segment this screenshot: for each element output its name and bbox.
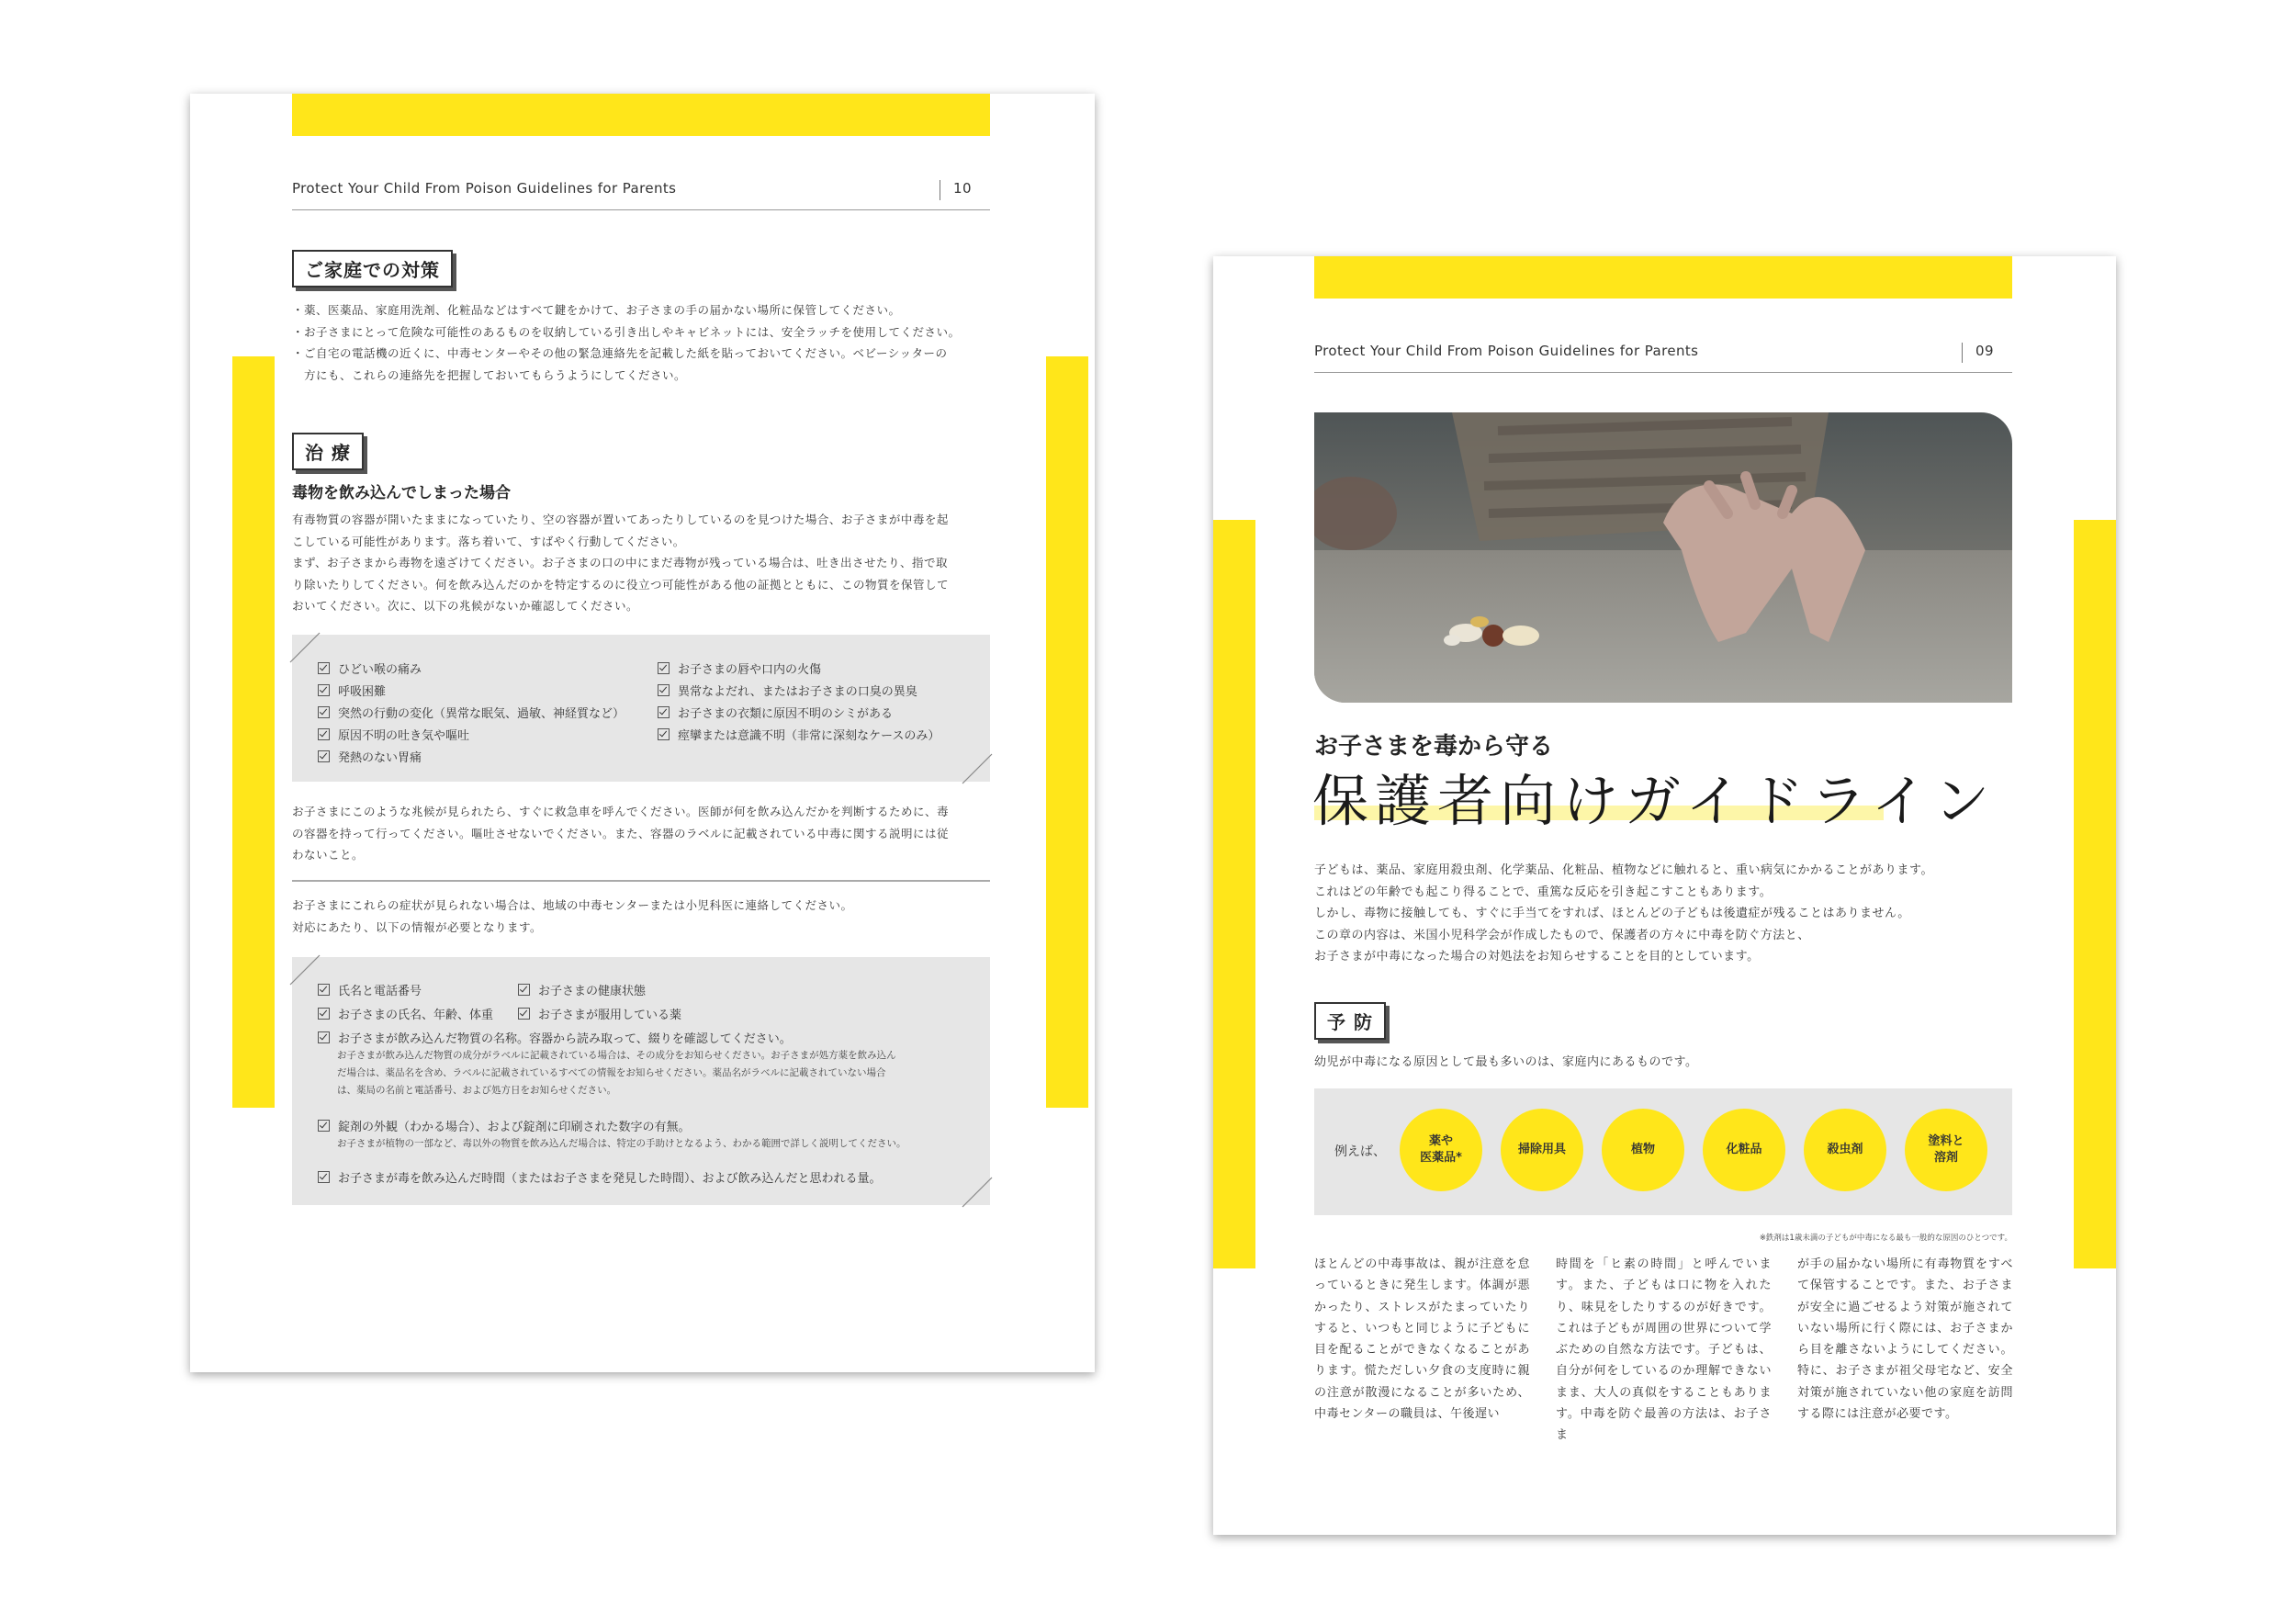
guide-subtitle: お子さまを毒から守る — [1314, 733, 1554, 761]
checkbox-icon — [318, 1008, 330, 1020]
text-line: お子さまにこれらの症状が見られない場合は、地域の中毒センターまたは小児科医に連絡してください。 — [292, 898, 853, 912]
page-number: 09 — [1962, 343, 2012, 363]
document-page-10 — [190, 94, 1095, 1372]
right-accent-bar — [1046, 356, 1088, 1108]
text-line: まず、お子さまから毒物を遠ざけてください。お子さまの口の中にまだ毒物が残っている場合は、吐き出させたり、指で取 — [292, 556, 949, 569]
checkbox-icon — [518, 984, 530, 996]
section-heading-prevention: 予 防 — [1314, 1002, 1386, 1040]
required-info-panel — [292, 957, 990, 1205]
info-label: お子さまが飲み込んだ物質の名称。容器から読み取って、綴りを確認してください。 — [338, 1032, 792, 1046]
section-heading-treatment: 治 療 — [292, 433, 364, 470]
symptom-item — [658, 682, 917, 699]
body-column-3: が手の届かない場所に有毒物質をすべて保管することです。また、お子さまが安全に過ごせるよう対策が施されていない場所に行く際には、お子さまから目を離さないようにしてください。特に、お子さまが祖父母宅など、安全対策が施されていない他の家庭を訪問する際には注意が必要です。 — [1797, 1257, 2013, 1422]
text-line: この章の内容は、米国小児科学会が作成したもので、保護者の方々に中毒を防ぐ方法と、 — [1314, 928, 1810, 942]
example-medicine: 薬や 医薬品* — [1400, 1109, 1482, 1191]
checkbox-icon — [658, 706, 670, 718]
running-header — [1314, 339, 2012, 373]
symptom-label: 突然の行動の変化（異常な眠気、過敏、神経質など） — [338, 707, 625, 721]
example-cleaning-supplies: 掃除用具 — [1501, 1109, 1583, 1191]
text-line: 対応にあたり、以下の情報が必要となります。 — [292, 919, 543, 934]
checkbox-icon — [518, 1008, 530, 1020]
symptom-item — [658, 704, 893, 721]
note-line: お子さまが植物の一部など、毒以外の物質を飲み込んだ場合は、特定の手助けとなるよう、わかる範囲で詳しく説明してください。 — [337, 1138, 906, 1149]
corner-decoration — [959, 1174, 996, 1211]
text-line: わないこと。 — [292, 848, 365, 862]
footnote: ※鉄剤は1歳未満の子どもが中毒になる最も一般的な原因のひとつです。 — [1759, 1234, 2012, 1243]
checkbox-icon — [318, 750, 330, 762]
info-item-note — [337, 1135, 980, 1153]
checkbox-icon — [318, 706, 330, 718]
checkbox-icon — [318, 728, 330, 740]
example-insecticide: 殺虫剤 — [1804, 1109, 1886, 1191]
text-line: ・薬、医薬品、家庭用洗剤、化粧品などはすべて鍵をかけて、お子さまの手の届かない場所に保管してください。 — [292, 303, 901, 317]
checkbox-icon — [658, 684, 670, 696]
header-title: Protect Your Child From Poison Guidelines for Parents — [292, 180, 677, 197]
info-label: お子さまが毒を飲み込んだ時間（またはお子さまを発見した時間）、および飲み込んだと思われる量。 — [338, 1172, 882, 1186]
symptom-label: 発熱のない胃痛 — [338, 751, 422, 765]
checkbox-icon — [318, 684, 330, 696]
child-reaching-for-pills-photo — [1314, 412, 2012, 703]
emergency-text — [292, 801, 999, 866]
checkbox-icon — [658, 662, 670, 674]
text-line: 方にも、これらの連絡先を把握しておいてもらうようにしてください。 — [292, 367, 687, 382]
note-line: は、薬局の名前と電話番号、および処方日をお知らせください。 — [337, 1085, 617, 1096]
example-plants: 植物 — [1602, 1109, 1684, 1191]
info-label: 錠剤の外観（わかる場合）、および錠剤に印刷された数字の有無。 — [338, 1121, 691, 1134]
home-measures-text — [292, 299, 999, 386]
symptom-item — [658, 659, 821, 677]
info-label: お子さまが服用している薬 — [538, 1009, 682, 1022]
checkbox-icon — [318, 662, 330, 674]
text-line: 有毒物質の容器が開いたままになっていたり、空の容器が置いてあったりしているのを見つけた場合、お子さまが中毒を起 — [292, 513, 949, 526]
top-accent-bar — [1314, 256, 2012, 299]
text-line: こしている可能性があります。落ち着いて、すばやく行動してください。 — [292, 534, 685, 548]
guide-main-title: 保護者向けガイドライン — [1312, 769, 1997, 834]
symptom-label: 原因不明の吐き気や嘔吐 — [338, 729, 470, 743]
symptom-label: ひどい喉の痛み — [338, 663, 422, 677]
divider — [292, 880, 990, 882]
info-label: 氏名と電話番号 — [338, 985, 422, 998]
text-line: お子さまが中毒になった場合の対処法をお知らせすることを目的としています。 — [1314, 950, 1760, 964]
checkbox-icon — [658, 728, 670, 740]
note-line: お子さまが飲み込んだ物質の成分がラベルに記載されている場合は、その成分をお知らせください。お子さまが処方薬を飲み込ん — [337, 1050, 896, 1061]
contact-text — [292, 895, 999, 938]
symptom-item — [318, 659, 422, 677]
body-column-1: ほとんどの中毒事故は、親が注意を怠っているときに発生します。体調が悪かったり、ストレスがたまっていたりすると、いつもと同じように子どもに目を配ることができなくなることがあります。慌ただしい夕食の支度時に親の注意が散漫になることが多いため、中毒センターの職員は、午後遅い — [1314, 1257, 1530, 1422]
checkbox-icon — [318, 1171, 330, 1183]
left-accent-bar — [1213, 520, 1255, 1268]
section-heading-home-measures: ご家庭での対策 — [292, 250, 453, 287]
info-item — [318, 1117, 691, 1134]
info-label: お子さまの健康状態 — [538, 985, 647, 998]
checkbox-icon — [318, 984, 330, 996]
corner-decoration — [959, 750, 996, 787]
symptom-label: 痙攣または意識不明（非常に深刻なケースのみ） — [678, 729, 940, 743]
examples-label: 例えば、 — [1334, 1144, 1386, 1159]
body-column-2: 時間を「ヒ素の時間」と呼んでいます。また、子どもは口に物を入れたり、味見をしたりするのが好きです。これは子どもが周囲の世界について学ぶための自然な方法です。子どもは、自分が何をしているのか理解できないまま、大人の真似をすることもあります。中毒を防ぐ最善の方法は、お子さま — [1556, 1257, 1772, 1443]
symptom-item — [318, 682, 386, 699]
note-line: だ場合は、薬品名を含め、ラベルに記載されているすべての情報をお知らせください。薬品名がラベルに記載されていない場合 — [337, 1067, 886, 1078]
symptom-item — [318, 704, 625, 721]
symptom-label: お子さまの唇や口内の火傷 — [678, 663, 822, 677]
text-line: これはどの年齢でも起こり得ることで、重篤な反応を引き起こすこともあります。 — [1314, 885, 1773, 899]
text-line: の容器を持って行ってください。嘔吐させないでください。また、容器のラベルに記載されている中毒に関する説明には従 — [292, 826, 950, 840]
examples-panel — [1314, 1088, 2012, 1215]
right-accent-bar — [2074, 520, 2116, 1268]
left-accent-bar — [232, 356, 275, 1108]
checkbox-icon — [318, 1120, 330, 1132]
page-number: 10 — [940, 180, 990, 200]
treatment-text — [292, 509, 999, 617]
text-line: り除いたりしてください。何を飲み込んだのかを特定するのに役立つ可能性がある他の証拠とともに、この物質を保管して — [292, 577, 950, 592]
symptom-label: お子さまの衣類に原因不明のシミがある — [678, 707, 894, 721]
text-line: 子どもは、薬品、家庭用殺虫剤、化学薬品、化粧品、植物などに触れると、重い病気にかかることがあります。 — [1314, 863, 1933, 877]
example-paint-solvents: 塗料と 溶剤 — [1905, 1109, 1987, 1191]
symptoms-checklist-panel — [292, 635, 990, 782]
symptom-item — [318, 726, 469, 743]
info-item — [318, 981, 422, 998]
subheading-swallowed-poison: 毒物を飲み込んでしまった場合 — [292, 484, 511, 502]
top-accent-bar — [292, 94, 990, 136]
symptom-item — [318, 748, 422, 765]
text-line: ・お子さまにとって危険な可能性のあるものを収納している引き出しやキャビネットには、安全ラッチを使用してください。 — [292, 324, 961, 339]
info-label: お子さまの氏名、年齢、体重 — [338, 1009, 494, 1022]
text-line: ・ご自宅の電話機の近くに、中毒センターやその他の緊急連絡先を記載した紙を貼っておいてください。ベビーシッターの — [292, 346, 948, 360]
running-header — [292, 176, 990, 210]
info-item — [518, 981, 646, 998]
text-line: おいてください。次に、以下の兆候がないか確認してください。 — [292, 599, 639, 613]
info-item-note — [337, 1047, 980, 1099]
text-line: しかし、毒物に接触しても、すぐに手当てをすれば、ほとんどの子どもは後遺症が残ることはありません。 — [1314, 907, 1910, 920]
symptom-label: 異常なよだれ、またはお子さまの口臭の異臭 — [678, 685, 917, 699]
example-cosmetics: 化粧品 — [1703, 1109, 1785, 1191]
info-item — [518, 1005, 681, 1022]
info-item — [318, 1005, 493, 1022]
document-page-09 — [1213, 256, 2116, 1535]
info-item — [318, 1029, 792, 1046]
intro-text — [1314, 860, 2040, 968]
header-title: Protect Your Child From Poison Guidelines for Parents — [1314, 343, 1699, 359]
text-line: お子さまにこのような兆候が見られたら、すぐに救急車を呼んでください。医師が何を飲み込んだかを判断するために、毒 — [292, 805, 950, 818]
prevention-lead: 幼児が中毒になる原因として最も多いのは、家庭内にあるものです。 — [1314, 1055, 1698, 1069]
checkbox-icon — [318, 1031, 330, 1043]
symptom-item — [658, 726, 940, 743]
photo-illustration — [1314, 412, 2012, 703]
info-item — [318, 1168, 882, 1186]
symptom-label: 呼吸困難 — [338, 685, 387, 699]
